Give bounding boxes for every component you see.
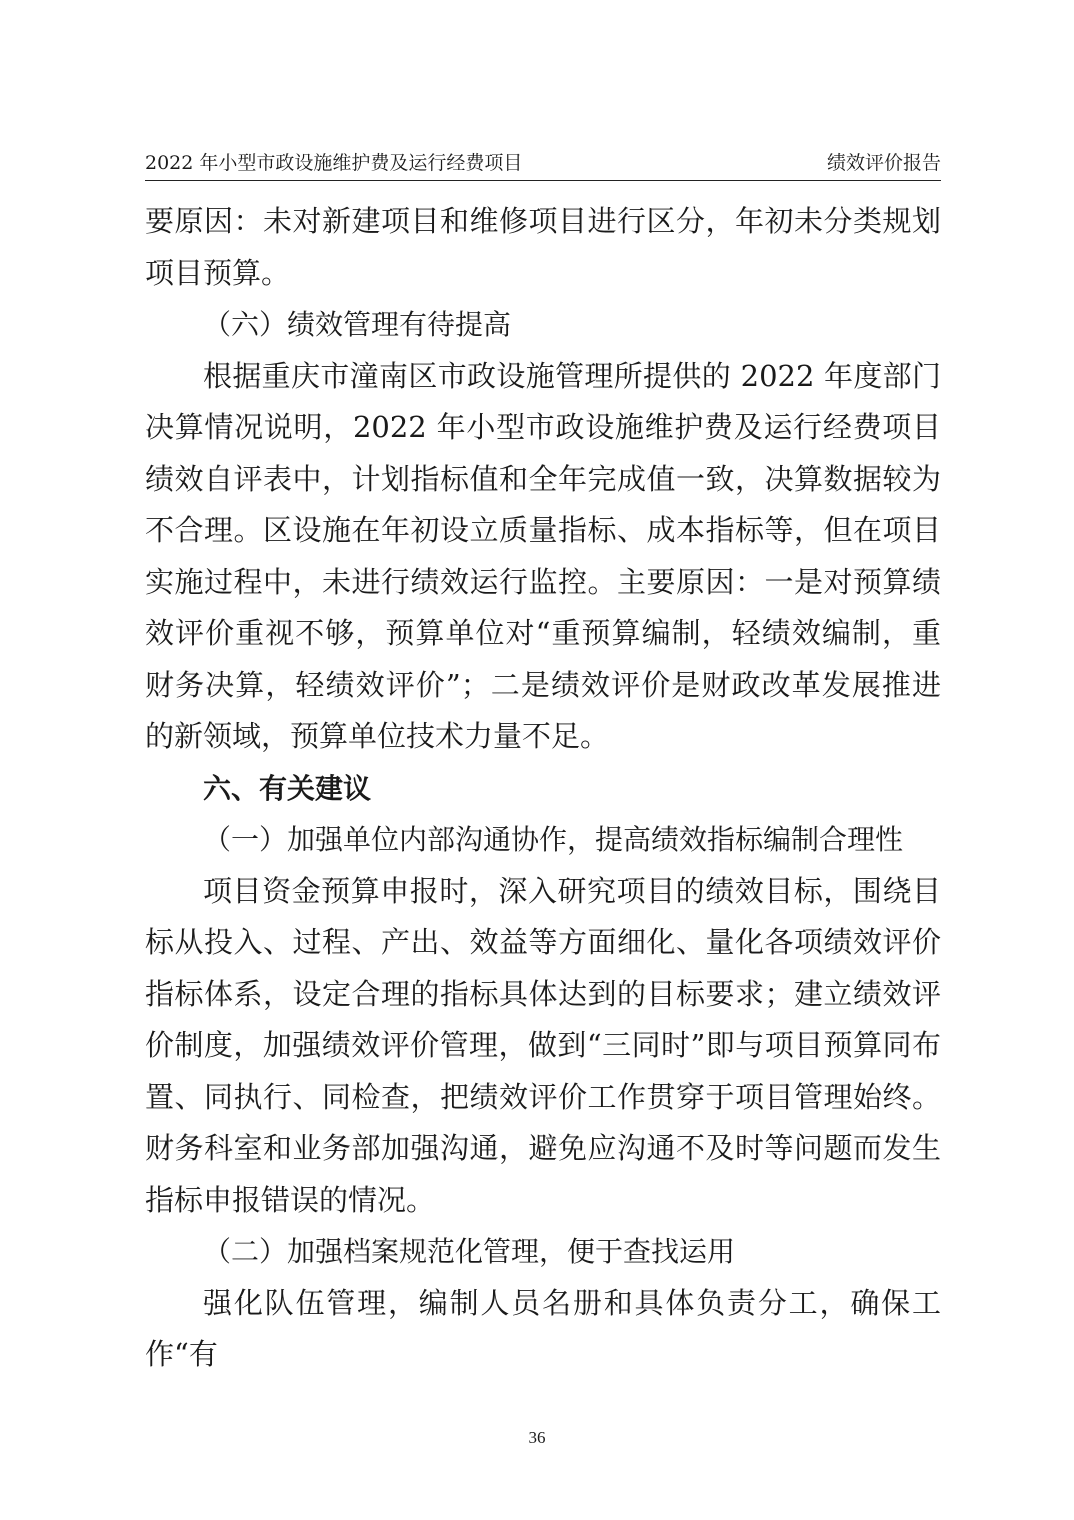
paragraph-continuation: 要原因：未对新建项目和维修项目进行区分，年初未分类规划项目预算。 bbox=[145, 204, 941, 290]
paragraph-performance-management: 根据重庆市潼南区市政设施管理所提供的 2022 年度部门决算情况说明，2022 年小型市政设施维护费及运行经费项目绩效自评表中，计划指标值和全年完成值一致，决算数据较为不合理。区设施在年初设立质量指标、成本指标等，但在项目实施过程中，未进行绩效运行监控。主要原因：一是对预算绩效评价重视不够，预算单位对“重预算编制，轻绩效编制，重财务决算，轻绩效评价”；二是绩效评价是财政改革发展推进的新领域，预算单位技术力量不足。 bbox=[145, 358, 941, 753]
section-heading-suggestions: 六、有关建议 bbox=[203, 771, 372, 805]
running-header bbox=[145, 150, 941, 181]
header-report-title: 绩效评价报告 bbox=[826, 152, 941, 174]
paragraph-communication: 项目资金预算申报时，深入研究项目的绩效目标，围绕目标从投入、过程、产出、效益等方面细化、量化各项绩效评价指标体系，设定合理的指标具体达到的目标要求；建立绩效评价制度，加强绩效评价管理，做到“三同时”即与项目预算同布置、同执行、同检查，把绩效评价工作贯穿于项目管理始终。财务科室和业务部加强沟通，避免应沟通不及时等问题而发生指标申报错误的情况。 bbox=[145, 873, 941, 1217]
page-body bbox=[145, 196, 941, 1381]
paragraph-archives: 强化队伍管理，编制人员名册和具体负责分工，确保工作“有 bbox=[145, 1285, 941, 1371]
page-number: 36 bbox=[528, 1428, 546, 1447]
header-project-title: 2022 年小型市政设施维护费及运行经费项目 bbox=[145, 152, 523, 174]
subheading-communication: （一）加强单位内部沟通协作，提高绩效指标编制合理性 bbox=[203, 823, 904, 856]
subheading-performance-management: （六）绩效管理有待提高 bbox=[203, 308, 512, 341]
subheading-archives: （二）加强档案规范化管理，便于查找运用 bbox=[203, 1235, 736, 1268]
